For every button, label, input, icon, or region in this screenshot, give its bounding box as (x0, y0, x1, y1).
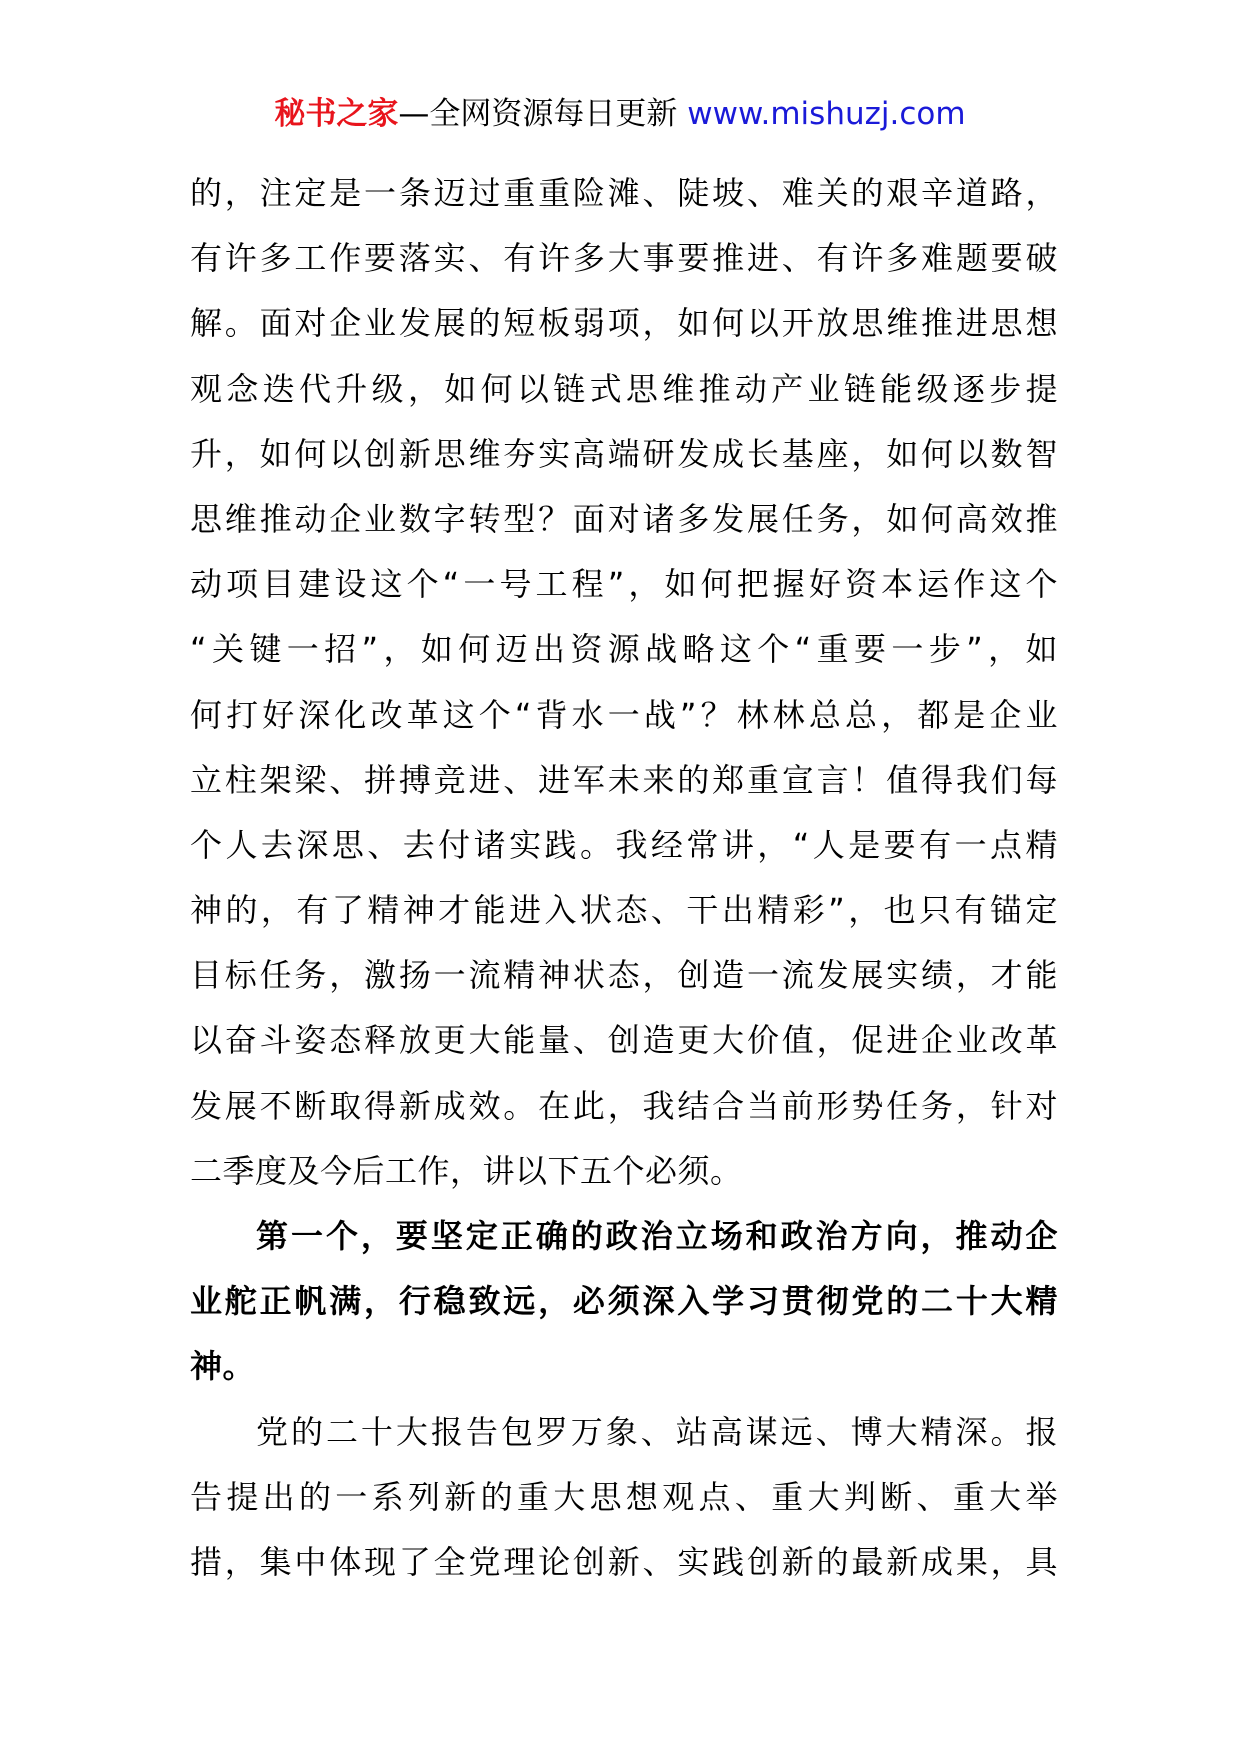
site-url-link[interactable]: www.mishuzj.com (687, 96, 966, 132)
section-heading-first (190, 1204, 1058, 1400)
text-line: 二季度及今后工作，讲以下五个必须。 (190, 1151, 743, 1190)
text-line: 思维推动企业数字转型？面对诸多发展任务，如何高效推 (190, 499, 1058, 538)
text-line: 动项目建设这个“一号工程”，如何把握好资本运作这个 (190, 565, 1058, 604)
heading-line: 神。 (190, 1347, 256, 1386)
text-line: 有许多工作要落实、有许多大事要推进、有许多难题要破 (190, 239, 1058, 278)
document-body (190, 161, 1058, 1595)
text-line: 党的二十大报告包罗万象、站高谋远、博大精深。报 (256, 1412, 1058, 1451)
text-line: 神的，有了精神才能进入状态、干出精彩”，也只有锚定 (190, 891, 1058, 930)
heading-line: 第一个，要坚定正确的政治立场和政治方向，推动企 (256, 1217, 1058, 1255)
text-line: 解。面对企业发展的短板弱项，如何以开放思维推进思想 (190, 304, 1058, 343)
text-line: 何打好深化改革这个“背水一战”？林林总总，都是企业 (190, 695, 1058, 734)
header-tagline: —全网资源每日更新 (398, 96, 688, 132)
paragraph-intro (190, 161, 1058, 1204)
paragraph-report (190, 1400, 1058, 1596)
text-line: 目标任务，激扬一流精神状态，创造一流发展实绩，才能 (190, 956, 1058, 995)
text-line: 的，注定是一条迈过重重险滩、陡坡、难关的艰辛道路， (190, 174, 1058, 212)
site-brand: 秘书之家 (274, 96, 399, 132)
text-line: 措，集中体现了全党理论创新、实践创新的最新成果，具 (190, 1542, 1058, 1581)
text-line: 发展不断取得新成效。在此，我结合当前形势任务，针对 (190, 1086, 1058, 1125)
heading-line: 业舵正帆满，行稳致远，必须深入学习贯彻党的二十大精 (190, 1282, 1058, 1321)
text-line: “关键一招”，如何迈出资源战略这个“重要一步”，如 (190, 630, 1058, 669)
text-line: 立柱架梁、拼搏竞进、进军未来的郑重宣言！值得我们每 (190, 760, 1058, 799)
site-header (0, 94, 1240, 134)
text-line: 个人去深思、去付诸实践。我经常讲，“人是要有一点精 (190, 825, 1058, 864)
text-line: 观念迭代升级，如何以链式思维推动产业链能级逐步提 (190, 369, 1058, 408)
text-line: 以奋斗姿态释放更大能量、创造更大价值，促进企业改革 (190, 1021, 1058, 1060)
text-line: 升，如何以创新思维夯实高端研发成长基座，如何以数智 (190, 434, 1058, 473)
text-line: 告提出的一系列新的重大思想观点、重大判断、重大举 (190, 1477, 1058, 1516)
